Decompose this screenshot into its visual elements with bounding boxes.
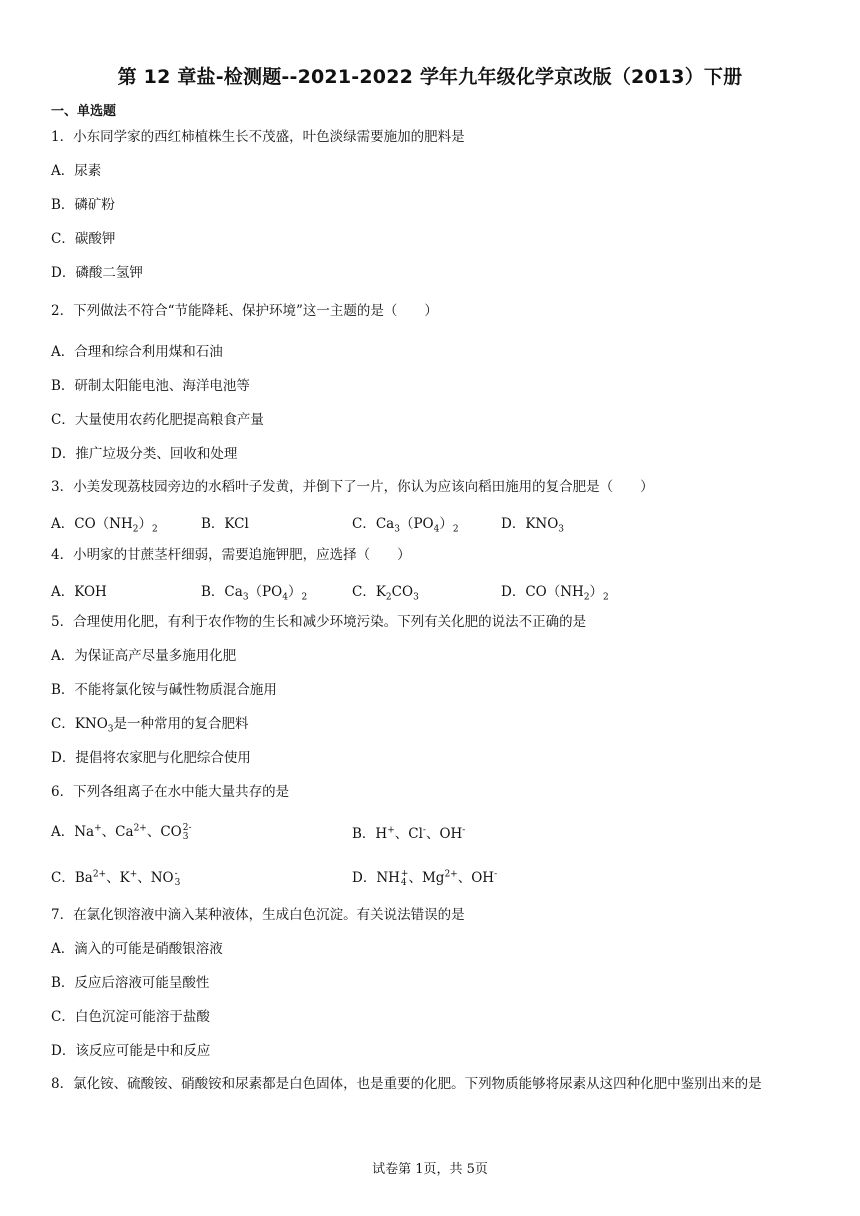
question-1-option-b: B．磷矿粉 (51, 197, 115, 213)
question-7-option-d: D．该反应可能是中和反应 (51, 1043, 211, 1059)
question-2-option-b: B．研制太阳能电池、海洋电池等 (51, 378, 250, 394)
question-5-option-a: A．为保证高产尽量多施用化肥 (51, 648, 237, 664)
nitrate-charge: - 3 (174, 868, 181, 888)
page-footer: 试卷第 1页，共 5页 (372, 1162, 488, 1177)
question-8-stem: 8．氯化铵、硫酸铵、硝酸铵和尿素都是白色固体，也是重要的化肥。下列物质能够将尿素从这四种化肥中鉴别出来的是 (51, 1076, 762, 1092)
question-7-stem: 7．在氯化钡溶液中滴入某种液体，生成白色沉淀。有关说法错误的是 (51, 907, 465, 923)
section-heading: 一、单选题 (51, 104, 117, 119)
question-5-option-b: B．不能将氯化铵与碱性物质混合施用 (51, 682, 277, 698)
question-1-stem: 1．小东同学家的西红柿植株生长不茂盛，叶色淡绿需要施加的肥料是 (51, 129, 465, 145)
question-4-option-d: D．$CO(NH_2)_2$ (501, 584, 609, 603)
question-7-option-c: C．白色沉淀可能溶于盐酸 (51, 1009, 210, 1025)
question-2-option-a: A．合理和综合利用煤和石油 (51, 344, 223, 360)
question-2-option-d: D．推广垃圾分类、回收和处理 (51, 446, 238, 462)
ammonium-charge: + 4 (400, 868, 409, 888)
question-7-option-a: A．滴入的可能是硝酸银溶液 (51, 941, 223, 957)
question-7-option-b: B．反应后溶液可能呈酸性 (51, 975, 210, 991)
question-4-option-c: C．$K_2CO_3$ (352, 584, 419, 603)
question-1-option-a: A．尿素 (51, 163, 102, 179)
question-3-stem: 3．小美发现荔枝园旁边的水稻叶子发黄，并倒下了一片，你认为应该向稻田施用的复合肥是（ ） (51, 479, 654, 495)
question-4-stem: 4．小明家的甘蔗茎杆细弱，需要追施钾肥，应选择（ ） (51, 547, 411, 563)
question-3-option-b: B．KCl (201, 516, 249, 532)
question-6-option-b: B．H+、Cl-、OH- (352, 825, 466, 842)
question-6-option-c: C．$Ba^{2+}$、K+、NO - 3 (51, 868, 181, 888)
carbonate-charge: 2- 3 (182, 822, 192, 842)
page-title: 第 12 章盐-检测题--2021-2022 学年九年级化学京改版（2013）下册 (117, 66, 743, 88)
question-3-option-c: C．$Ca_3(PO_4)_2$ (352, 516, 459, 535)
question-2-stem: 2．下列做法不符合“节能降耗、保护环境”这一主题的是（ ） (51, 303, 438, 319)
question-6-stem: 6．下列各组离子在水中能大量共存的是 (51, 784, 290, 800)
question-6-option-d: D．NH + 4 、$Mg^{2+}$、OH- (352, 868, 498, 888)
question-4-option-a: A．KOH (51, 584, 107, 600)
question-3-option-d: D．$KNO_3$ (501, 516, 565, 535)
question-6-option-a: A．Na+、$Ca^{2+}$、CO 2- 3 (51, 822, 192, 842)
question-2-option-c: C．大量使用农药化肥提高粮食产量 (51, 412, 264, 428)
question-3-option-a: A．$CO(NH_2)_2$ (51, 516, 158, 535)
question-5-option-d: D．提倡将农家肥与化肥综合使用 (51, 750, 251, 766)
question-1-option-d: D．磷酸二氢钾 (51, 265, 143, 281)
question-5-stem: 5．合理使用化肥，有利于农作物的生长和减少环境污染。下列有关化肥的说法不正确的是 (51, 614, 587, 630)
question-5-option-c: C．$KNO_3$是一种常用的复合肥料 (51, 716, 249, 735)
question-1-option-c: C．碳酸钾 (51, 231, 116, 247)
question-4-option-b: B．$Ca_3(PO_4)_2$ (201, 584, 308, 603)
